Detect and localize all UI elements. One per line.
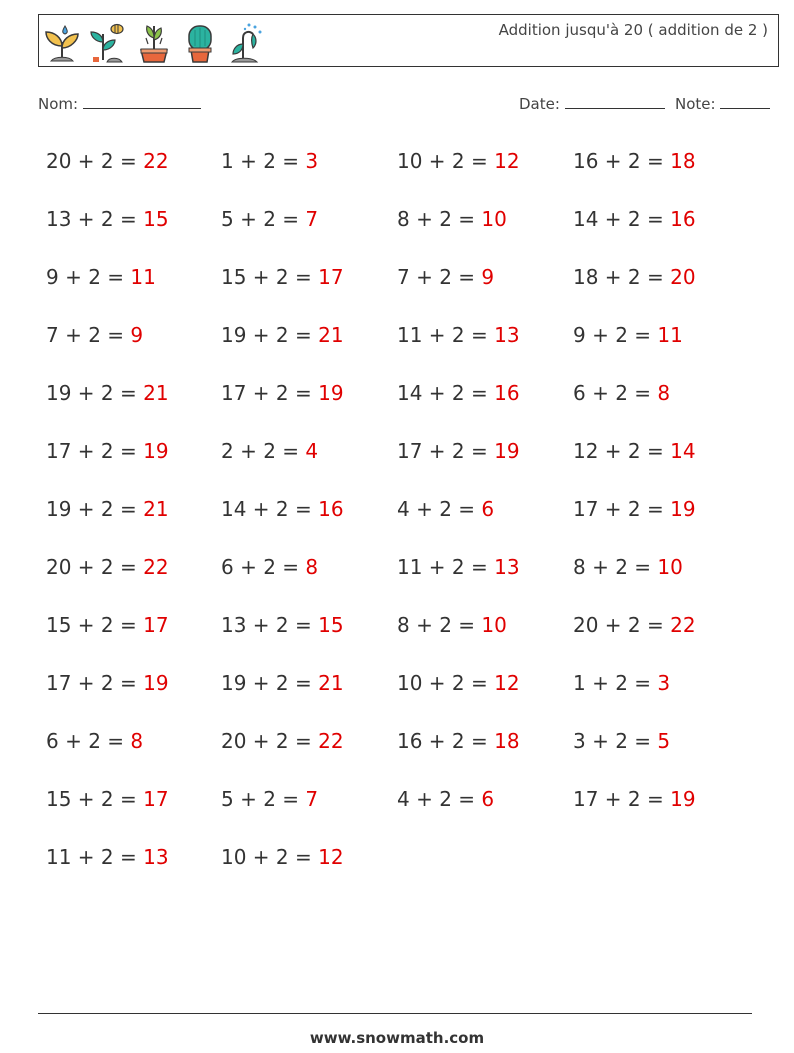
problem-answer: 3 (657, 671, 671, 695)
header-box (38, 14, 779, 67)
problem-item (573, 147, 696, 175)
problem-question: 20 + 2 = (46, 555, 144, 579)
date-label: Date: (519, 95, 560, 113)
problem-question: 16 + 2 = (397, 729, 495, 753)
problem-answer: 7 (305, 207, 319, 231)
problem-item (46, 321, 143, 349)
problem-answer: 3 (305, 149, 319, 173)
problem-question: 1 + 2 = (221, 149, 306, 173)
problem-question: 8 + 2 = (397, 207, 482, 231)
problem-answer: 6 (481, 787, 495, 811)
problem-item (46, 611, 169, 639)
problem-answer: 21 (318, 671, 344, 695)
problem-question: 12 + 2 = (573, 439, 671, 463)
potted-plant-icon (135, 20, 173, 64)
problem-question: 19 + 2 = (46, 381, 144, 405)
problem-answer: 14 (670, 439, 696, 463)
problem-answer: 10 (481, 207, 507, 231)
problem-answer: 22 (318, 729, 344, 753)
problem-question: 6 + 2 = (46, 729, 131, 753)
problem-question: 7 + 2 = (46, 323, 131, 347)
problem-question: 15 + 2 = (46, 613, 144, 637)
problem-answer: 16 (494, 381, 520, 405)
problem-item (397, 437, 520, 465)
problem-item (46, 379, 169, 407)
problem-item (46, 495, 169, 523)
problem-question: 4 + 2 = (397, 787, 482, 811)
problem-answer: 21 (143, 381, 169, 405)
problem-answer: 9 (130, 323, 144, 347)
worksheet-title: Addition jusqu'à 20 ( addition de 2 ) (498, 21, 768, 39)
problem-question: 5 + 2 = (221, 787, 306, 811)
cactus-pot-icon (181, 20, 219, 64)
problem-answer: 19 (494, 439, 520, 463)
problem-item (46, 785, 169, 813)
problem-item (221, 437, 318, 465)
problem-question: 17 + 2 = (573, 787, 671, 811)
note-label: Note: (675, 95, 716, 113)
problem-answer: 18 (494, 729, 520, 753)
problem-item (221, 669, 344, 697)
problem-item (221, 727, 344, 755)
problem-question: 17 + 2 = (46, 439, 144, 463)
problem-item (397, 495, 494, 523)
problem-answer: 10 (657, 555, 683, 579)
problem-answer: 16 (318, 497, 344, 521)
problem-question: 5 + 2 = (221, 207, 306, 231)
plant-with-bee-icon (89, 20, 127, 64)
problem-item (573, 205, 696, 233)
problem-answer: 19 (318, 381, 344, 405)
problem-answer: 9 (481, 265, 495, 289)
problem-answer: 20 (670, 265, 696, 289)
problem-answer: 15 (143, 207, 169, 231)
problem-answer: 17 (318, 265, 344, 289)
problem-question: 13 + 2 = (221, 613, 319, 637)
problem-answer: 19 (143, 671, 169, 695)
footer-divider (38, 1013, 752, 1014)
problem-answer: 4 (305, 439, 319, 463)
problem-question: 10 + 2 = (221, 845, 319, 869)
problem-item (573, 611, 696, 639)
problem-answer: 22 (143, 555, 169, 579)
problem-question: 19 + 2 = (221, 671, 319, 695)
problem-item (221, 321, 344, 349)
problem-answer: 11 (130, 265, 156, 289)
problem-item (573, 727, 670, 755)
problem-item (573, 379, 670, 407)
watering-plant-icon (227, 20, 265, 64)
problem-question: 9 + 2 = (573, 323, 658, 347)
problem-answer: 19 (670, 497, 696, 521)
problem-item (397, 147, 520, 175)
problem-question: 2 + 2 = (221, 439, 306, 463)
problem-answer: 12 (318, 845, 344, 869)
problem-answer: 22 (143, 149, 169, 173)
problem-answer: 13 (494, 555, 520, 579)
problem-question: 11 + 2 = (46, 845, 144, 869)
problem-question: 7 + 2 = (397, 265, 482, 289)
problem-question: 11 + 2 = (397, 323, 495, 347)
problem-answer: 13 (143, 845, 169, 869)
problem-answer: 7 (305, 787, 319, 811)
problem-question: 19 + 2 = (221, 323, 319, 347)
problem-item (221, 379, 344, 407)
problem-item (221, 553, 318, 581)
problem-item (573, 495, 696, 523)
problem-question: 10 + 2 = (397, 149, 495, 173)
problem-answer: 8 (305, 555, 319, 579)
problem-answer: 17 (143, 613, 169, 637)
problem-question: 10 + 2 = (397, 671, 495, 695)
problem-item (397, 321, 520, 349)
problem-question: 8 + 2 = (397, 613, 482, 637)
note-blank-line (720, 94, 770, 109)
problem-question: 17 + 2 = (221, 381, 319, 405)
problem-answer: 8 (657, 381, 671, 405)
problem-item (46, 727, 143, 755)
problem-question: 17 + 2 = (46, 671, 144, 695)
problem-answer: 18 (670, 149, 696, 173)
problem-item (221, 611, 344, 639)
problem-answer: 8 (130, 729, 144, 753)
problem-item (397, 553, 520, 581)
problem-question: 8 + 2 = (573, 555, 658, 579)
problem-item (573, 785, 696, 813)
date-field (519, 94, 665, 113)
problem-answer: 19 (143, 439, 169, 463)
problem-item (397, 669, 520, 697)
problem-item (46, 147, 169, 175)
problem-item (573, 321, 683, 349)
problem-answer: 12 (494, 671, 520, 695)
icon-strip (43, 20, 265, 64)
problem-question: 15 + 2 = (46, 787, 144, 811)
problem-question: 19 + 2 = (46, 497, 144, 521)
problem-question: 1 + 2 = (573, 671, 658, 695)
problem-item (221, 843, 344, 871)
problem-item (46, 553, 169, 581)
problem-question: 6 + 2 = (573, 381, 658, 405)
problem-answer: 11 (657, 323, 683, 347)
problem-question: 9 + 2 = (46, 265, 131, 289)
problem-item (573, 437, 696, 465)
problem-question: 18 + 2 = (573, 265, 671, 289)
problem-answer: 21 (318, 323, 344, 347)
problem-answer: 15 (318, 613, 344, 637)
note-field (675, 94, 770, 113)
problem-item (397, 263, 494, 291)
problem-question: 17 + 2 = (397, 439, 495, 463)
problem-item (397, 379, 520, 407)
problem-question: 3 + 2 = (573, 729, 658, 753)
problem-item (221, 147, 318, 175)
name-label: Nom: (38, 95, 79, 113)
problem-item (573, 263, 696, 291)
problem-question: 20 + 2 = (46, 149, 144, 173)
problem-item (46, 205, 169, 233)
problem-question: 4 + 2 = (397, 497, 482, 521)
problem-item (46, 263, 156, 291)
problem-question: 15 + 2 = (221, 265, 319, 289)
problem-question: 17 + 2 = (573, 497, 671, 521)
problem-item (46, 669, 169, 697)
problem-item (221, 785, 318, 813)
problem-question: 14 + 2 = (573, 207, 671, 231)
footer-website: www.snowmath.com (309, 1029, 485, 1047)
problem-question: 20 + 2 = (573, 613, 671, 637)
problem-item (221, 205, 318, 233)
problem-question: 11 + 2 = (397, 555, 495, 579)
problem-answer: 12 (494, 149, 520, 173)
name-blank-line (83, 94, 201, 109)
problem-answer: 6 (481, 497, 495, 521)
problem-item (397, 785, 494, 813)
problem-question: 6 + 2 = (221, 555, 306, 579)
problem-question: 16 + 2 = (573, 149, 671, 173)
problem-answer: 19 (670, 787, 696, 811)
problem-answer: 16 (670, 207, 696, 231)
problem-item (397, 727, 520, 755)
problem-question: 14 + 2 = (221, 497, 319, 521)
problem-item (221, 263, 344, 291)
problem-item (573, 669, 670, 697)
sprout-with-water-drop-icon (43, 20, 81, 64)
problem-answer: 5 (657, 729, 671, 753)
problem-answer: 17 (143, 787, 169, 811)
problem-answer: 13 (494, 323, 520, 347)
problem-answer: 10 (481, 613, 507, 637)
problem-item (46, 843, 169, 871)
problem-item (221, 495, 344, 523)
problem-item (46, 437, 169, 465)
problem-question: 13 + 2 = (46, 207, 144, 231)
problem-item (397, 205, 507, 233)
name-field (38, 94, 201, 113)
problem-item (397, 611, 507, 639)
problem-answer: 22 (670, 613, 696, 637)
problem-question: 20 + 2 = (221, 729, 319, 753)
problem-answer: 21 (143, 497, 169, 521)
problem-item (573, 553, 683, 581)
date-blank-line (565, 94, 665, 109)
problem-question: 14 + 2 = (397, 381, 495, 405)
